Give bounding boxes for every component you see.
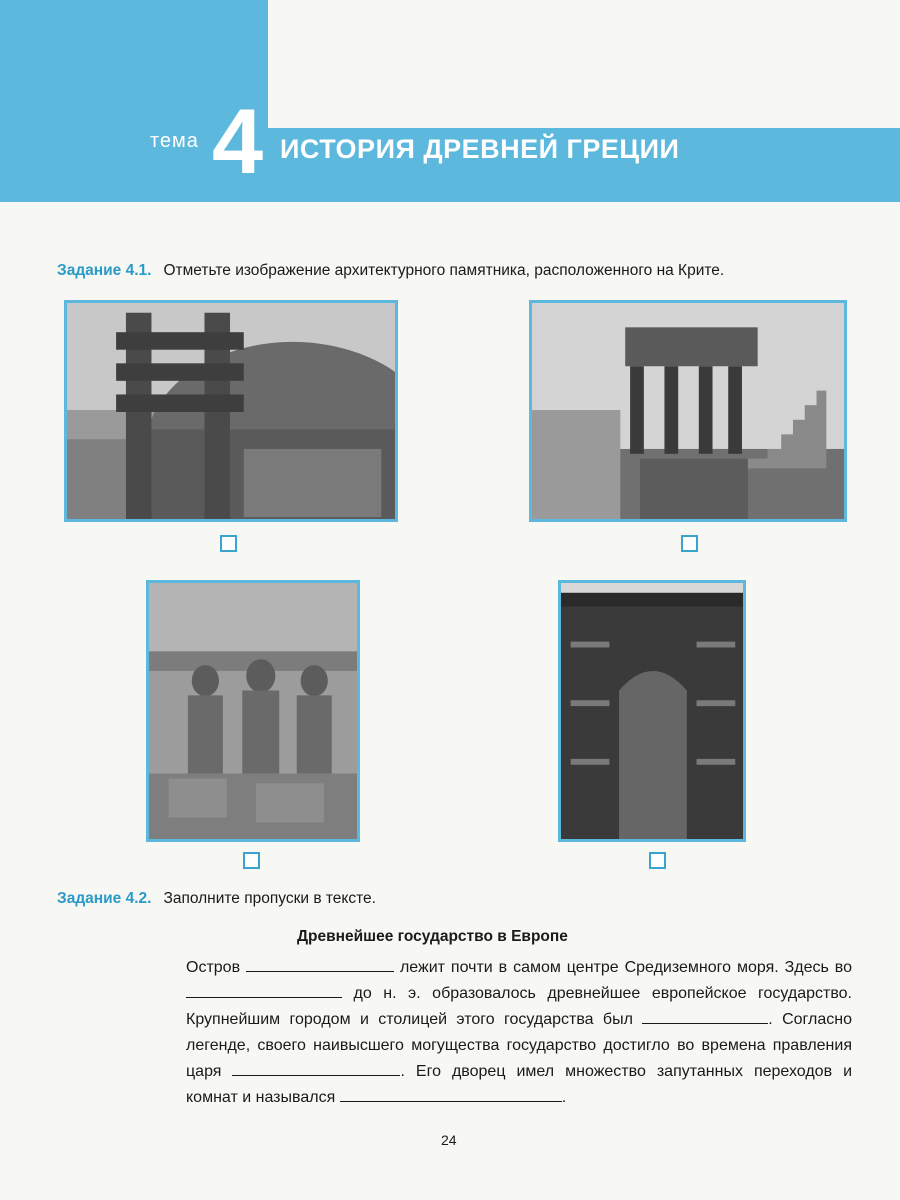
millennium-blank[interactable]: [186, 983, 342, 998]
stupa-photo: [64, 300, 398, 522]
task-4-1: [57, 262, 724, 280]
paragraph-part-5: . Его дворец имел множество запутанных переходов и комнат и назывался: [186, 1063, 853, 1106]
task-4-2-label: Задание 4.2.: [57, 890, 152, 907]
tema-label: тема: [150, 130, 199, 152]
tema-number: 4: [212, 91, 264, 193]
task-4-1-label: Задание 4.1.: [57, 262, 152, 279]
minoan-palace-photo: [529, 300, 847, 522]
gate-image: [561, 583, 743, 839]
task-4-1-text: Отметьте изображение архитектурного памятника, расположенного на Крите.: [163, 262, 725, 279]
stupa-image: [67, 303, 395, 519]
palace-name-blank[interactable]: [340, 1087, 562, 1102]
capital-blank[interactable]: [642, 1009, 768, 1024]
ishtar-gate-photo: [558, 580, 746, 842]
king-blank[interactable]: [232, 1061, 400, 1076]
statues-checkbox[interactable]: [243, 852, 260, 869]
fill-in-paragraph: [186, 955, 852, 1111]
stupa-checkbox[interactable]: [220, 535, 237, 552]
paragraph-part-3: до н. э. образовалось древнейшее европейское государство. Крупнейшим городом и столицей этого государства был: [186, 985, 852, 1028]
statues-image: [149, 583, 357, 839]
text-title: Древнейшее государство в Европе: [297, 928, 568, 945]
island-blank[interactable]: [246, 957, 394, 972]
palace-image: [532, 303, 844, 519]
chapter-title: ИСТОРИЯ ДРЕВНЕЙ ГРЕЦИИ: [280, 134, 680, 164]
page-number: 24: [441, 1132, 457, 1148]
paragraph-part-1: Остров: [186, 959, 241, 976]
paragraph-part-2: лежит почти в самом центре Средиземного моря. Здесь во: [399, 959, 852, 976]
task-4-2: [57, 890, 376, 908]
rock-temple-statues-photo: [146, 580, 360, 842]
task-4-2-text: Заполните пропуски в тексте.: [163, 890, 376, 907]
gate-checkbox[interactable]: [649, 852, 666, 869]
paragraph-part-6: .: [561, 1089, 567, 1106]
paragraph-part-4: . Согласно легенде, своего наивысшего могущества государство достигло во времена правления царя: [186, 1011, 852, 1080]
palace-checkbox[interactable]: [681, 535, 698, 552]
